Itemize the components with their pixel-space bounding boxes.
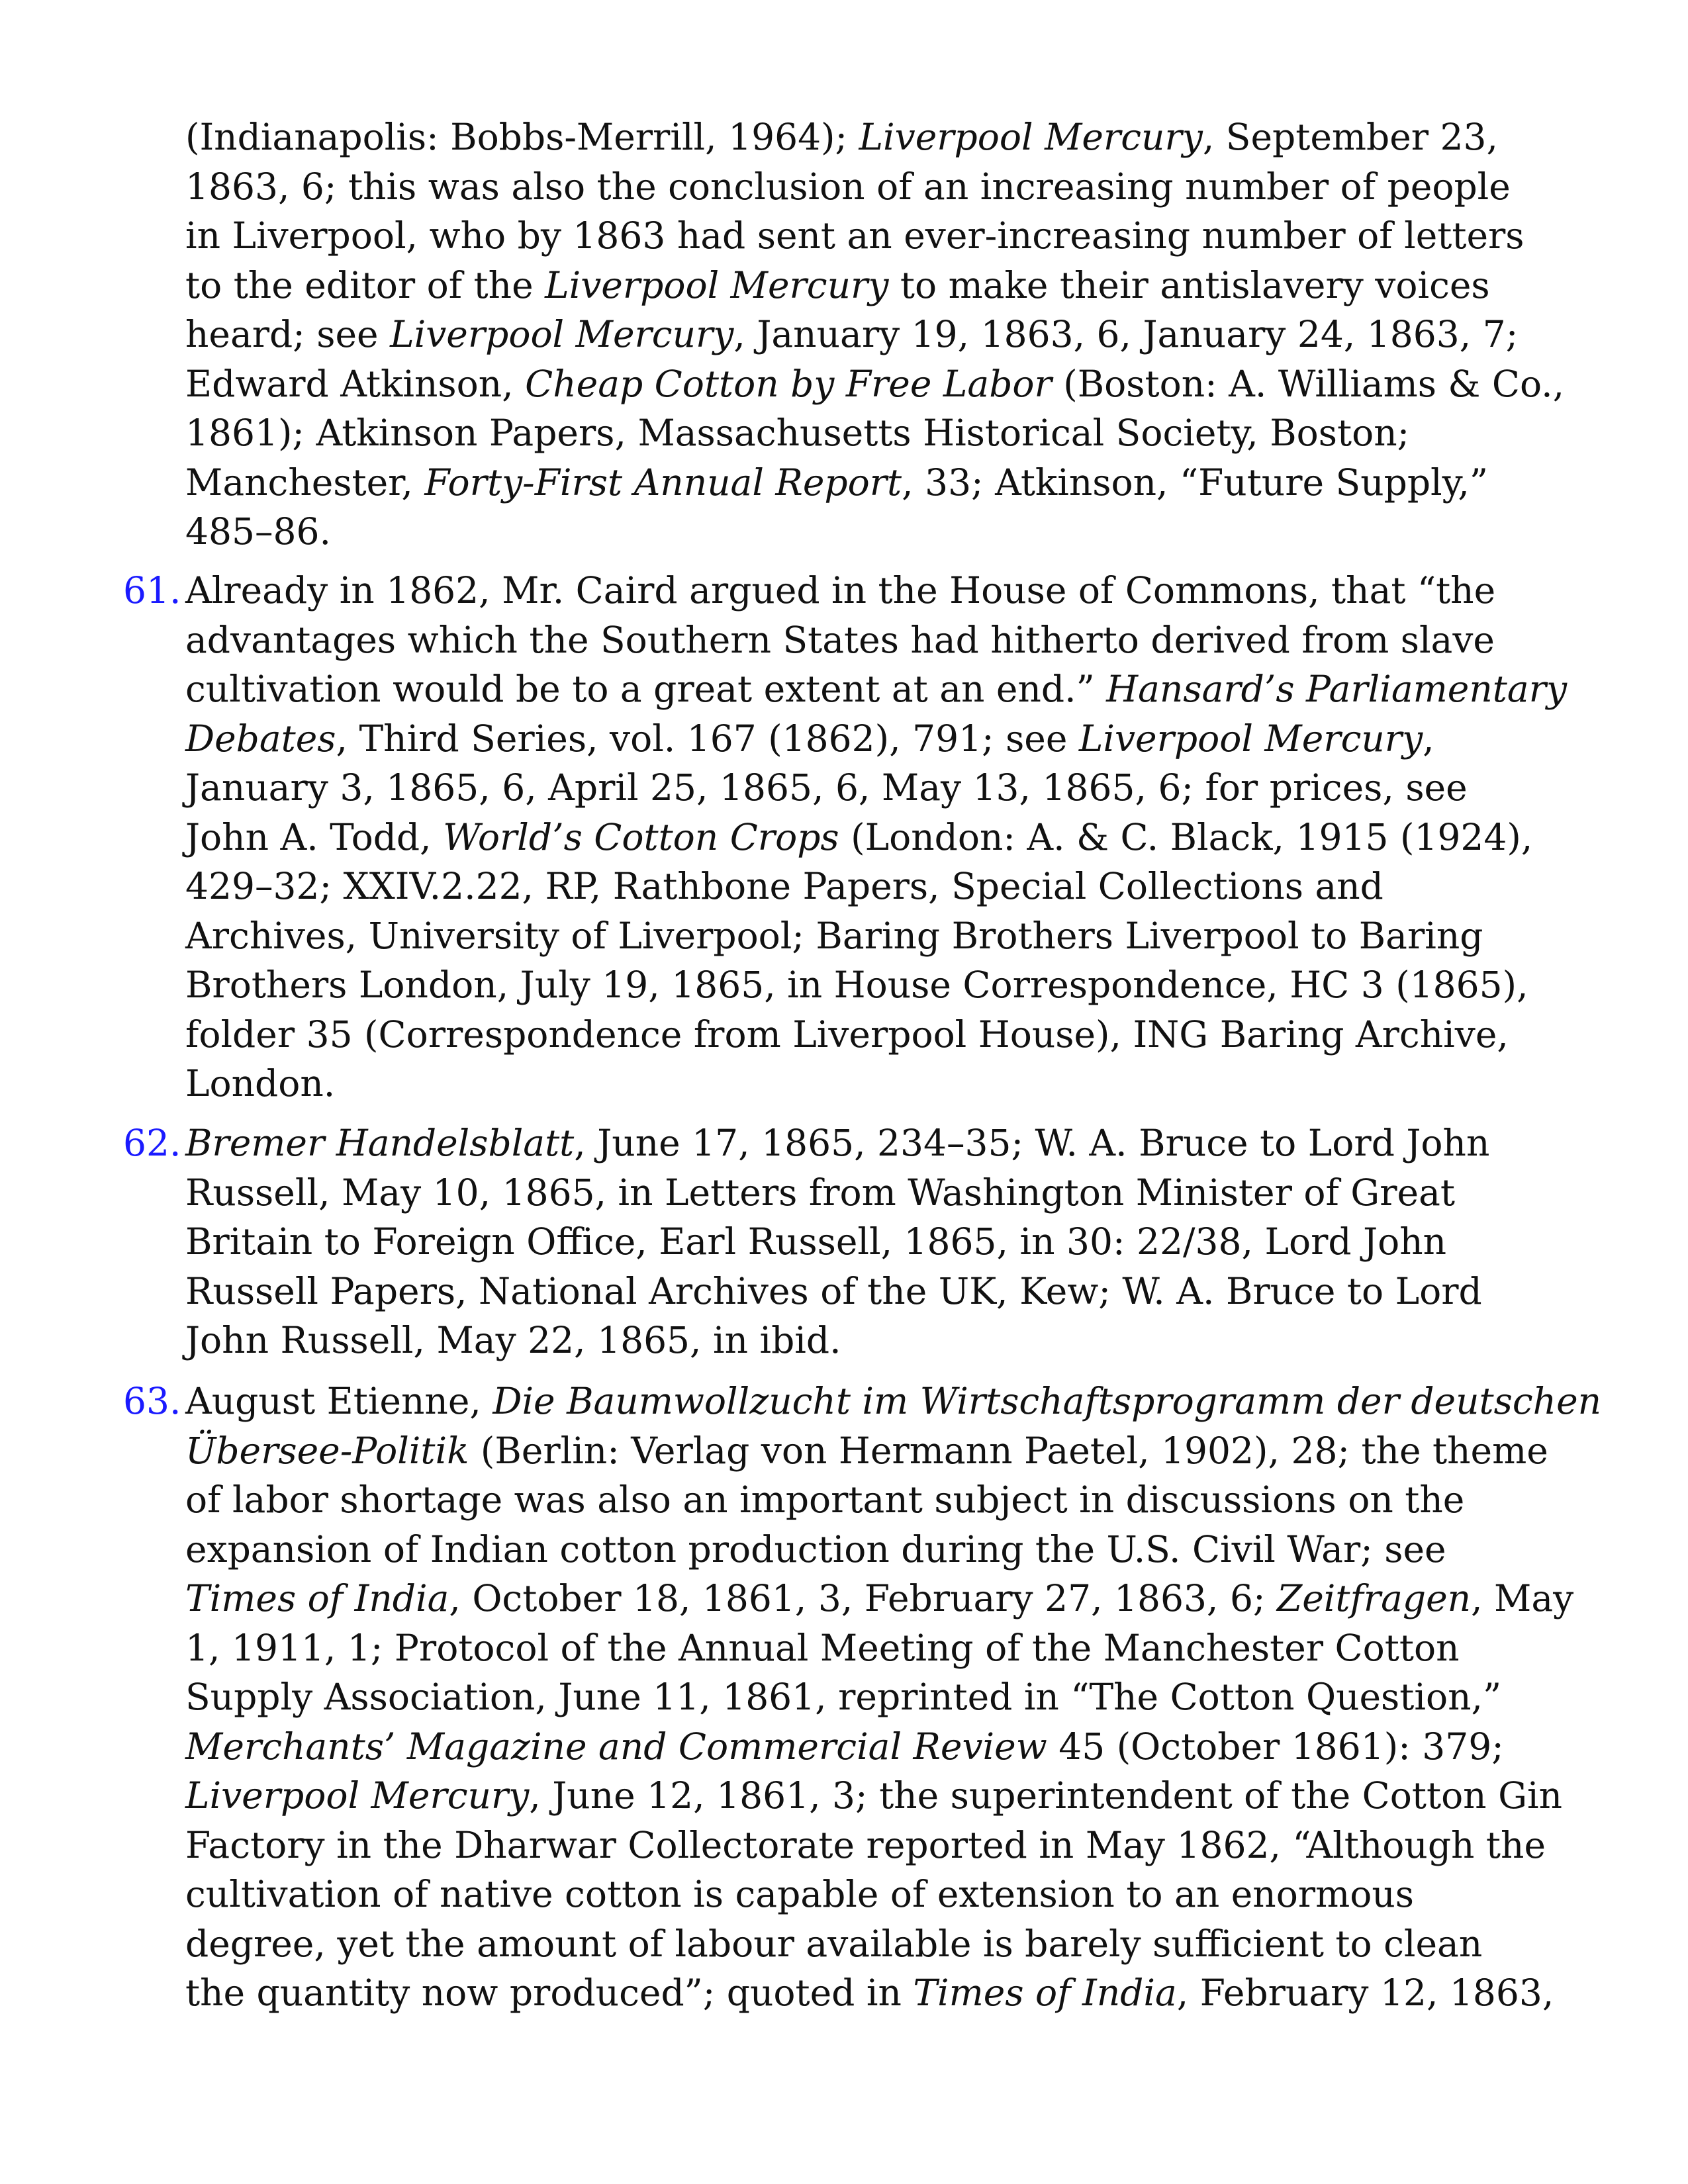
text-run: 1, 1911, 1; Protocol of the Annual Meeting of the Manchester Cotton [185,1626,1460,1669]
footnote-line [185,1821,1562,1870]
text-run: of labor shortage was also an important subject in discussions on the [185,1479,1465,1521]
footnote-line [185,615,1562,665]
text-run: 45 (October 1861): 379; [1047,1725,1504,1768]
footnote-line [185,113,1562,162]
footnote-line [185,1426,1562,1476]
italic-title: Times of India [185,1577,449,1619]
text-run: , September 23, [1202,116,1499,158]
text-run: the quantity now produced”; quoted in [185,1972,914,2014]
italic-title: Cheap Cotton by Free Labor [525,362,1052,405]
italic-title: Übersee-Politik [185,1429,469,1472]
italic-title: Liverpool Mercury [390,313,734,355]
text-run: expansion of Indian cotton production during the U.S. Civil War; see [185,1527,1446,1570]
footnote-line [185,1168,1562,1218]
text-run: Edward Atkinson, [185,362,526,405]
footnote-line [185,1919,1562,1969]
footnote-line [185,1010,1562,1060]
text-run: (Boston: A. Williams & Co., [1051,362,1565,405]
text-run: 1861); Atkinson Papers, Massachusetts Historical Society, Boston; [185,412,1410,454]
footnote-line [185,911,1562,961]
text-run: , June 17, 1865, 234–35; W. A. Bruce to Lord John [574,1122,1490,1164]
footnote-line [185,1968,1562,2018]
footnote-line [185,566,1562,615]
text-run: heard; see [185,313,391,355]
footnote-line [185,1574,1574,1623]
text-run: , [1423,717,1434,760]
italic-title: Liverpool Mercury [859,116,1203,158]
text-run: August Etienne, [185,1380,493,1422]
footnote-line [185,714,1562,764]
italic-title: Die Baumwollzucht im Wirtschaftsprogramm der deutschen [492,1380,1602,1422]
text-run: , January 19, 1863, 6, January 24, 1863, 7; [733,313,1519,355]
footnote-line [185,359,1565,409]
footnote-continuation [185,113,1565,557]
footnote-line [185,261,1562,310]
text-run: (Berlin: Verlag von Hermann Paetel, 1902), 28; the theme [469,1429,1548,1472]
text-run: London. [185,1062,336,1105]
text-run: Russell, May 10, 1865, in Letters from Washington Minister of Great [185,1171,1455,1214]
text-run: folder 35 (Correspondence from Liverpool House), ING Baring Archive, [185,1013,1509,1056]
footnote-line [185,1672,1562,1722]
footnote-line [185,162,1562,212]
footnote-line [185,211,1562,261]
footnote-number[interactable]: 62. [123,1122,181,1164]
footnote-line [185,664,1568,714]
footnote-number[interactable]: 61. [123,569,181,612]
footnote-line [185,408,1562,458]
footnote-line [185,862,1562,911]
text-run: Factory in the Dharwar Collectorate reported in May 1862, “Although the [185,1823,1546,1866]
footnote-line [185,763,1562,813]
footnote-line [185,1623,1562,1673]
footnote-line [185,1870,1562,1919]
footnote-line [185,310,1562,359]
text-run: Brothers London, July 19, 1865, in House Correspondence, HC 3 (1865), [185,964,1528,1006]
text-run: cultivation of native cotton is capable of extension to an enormous [185,1873,1415,1915]
text-run: John Russell, May 22, 1865, in ibid. [185,1319,841,1361]
text-run: cultivation would be to a great extent at an end.” [185,668,1107,710]
text-run: 1863, 6; this was also the conclusion of an increasing number of people [185,165,1511,208]
text-run: Britain to Foreign Office, Earl Russell, 1865, in 30: 22/38, Lord John [185,1220,1447,1263]
text-run: , June 12, 1861, 3; the superintendent of the Cotton Gin [529,1774,1563,1817]
footnote-line [185,1525,1562,1574]
italic-title: Debates [185,717,336,760]
footnote-line [185,1316,1562,1365]
text-run: , Third Series, vol. 167 (1862), 791; see [336,717,1079,760]
footnote-line [185,813,1562,862]
text-run: John A. Todd, [185,815,444,858]
text-run: , February 12, 1863, [1176,1972,1554,2014]
italic-title: Liverpool Mercury [185,1774,530,1817]
text-run: , 33; Atkinson, “Future Supply,” [902,461,1489,504]
footnote-line [185,1059,1562,1109]
text-run: degree, yet the amount of labour available is barely sufficient to clean [185,1922,1483,1965]
italic-title: Liverpool Mercury [545,263,889,306]
footnote-line [185,960,1562,1010]
footnote-line [185,1217,1562,1267]
italic-title: Hansard’s Parliamentary [1106,668,1568,710]
text-run: Manchester, [185,461,425,504]
text-run: 485–86. [185,510,331,553]
footnote-line [185,507,1562,557]
footnote-61 [123,566,1568,1109]
text-run: 429–32; XXIV.2.22, RP, Rathbone Papers, Special Collections and [185,865,1383,907]
italic-title: Zeitfragen [1276,1577,1472,1619]
text-run: to make their antislavery voices [888,263,1490,306]
footnote-62 [123,1118,1562,1365]
footnote-63 [123,1377,1602,2018]
footnote-line [185,1118,1562,1168]
footnote-number[interactable]: 63. [123,1380,181,1422]
text-run: in Liverpool, who by 1863 had sent an ever-increasing number of letters [185,214,1524,257]
footnote-line [185,1475,1562,1525]
text-run: Already in 1862, Mr. Caird argued in the House of Commons, that “the [185,569,1496,612]
text-run: , October 18, 1861, 3, February 27, 1863, 6; [449,1577,1277,1619]
italic-title: Forty-First Annual Report [424,461,902,504]
text-run: Supply Association, June 11, 1861, reprinted in “The Cotton Question,” [185,1676,1502,1718]
text-run: January 3, 1865, 6, April 25, 1865, 6, May 13, 1865, 6; for prices, see [185,766,1468,809]
italic-title: World’s Cotton Crops [443,815,839,858]
text-run: (Indianapolis: Bobbs-Merrill, 1964); [185,116,859,158]
italic-title: Liverpool Mercury [1078,717,1423,760]
footnote-line [185,1267,1562,1316]
text-run: , May [1471,1577,1574,1619]
text-run: Archives, University of Liverpool; Baring Brothers Liverpool to Baring [185,914,1483,957]
text-run: advantages which the Southern States had hitherto derived from slave [185,618,1495,661]
footnote-line [185,1771,1562,1821]
italic-title: Bremer Handelsblatt [185,1122,575,1164]
footnote-line [185,1722,1562,1772]
text-run: Russell Papers, National Archives of the UK, Kew; W. A. Bruce to Lord [185,1269,1482,1312]
italic-title: Times of India [913,1972,1177,2014]
footnote-line [185,1377,1602,1426]
footnote-line [185,458,1562,508]
text-run: (London: A. & C. Black, 1915 (1924), [839,815,1533,858]
text-run: to the editor of the [185,263,545,306]
italic-title: Merchants’ Magazine and Commercial Review [185,1725,1047,1768]
